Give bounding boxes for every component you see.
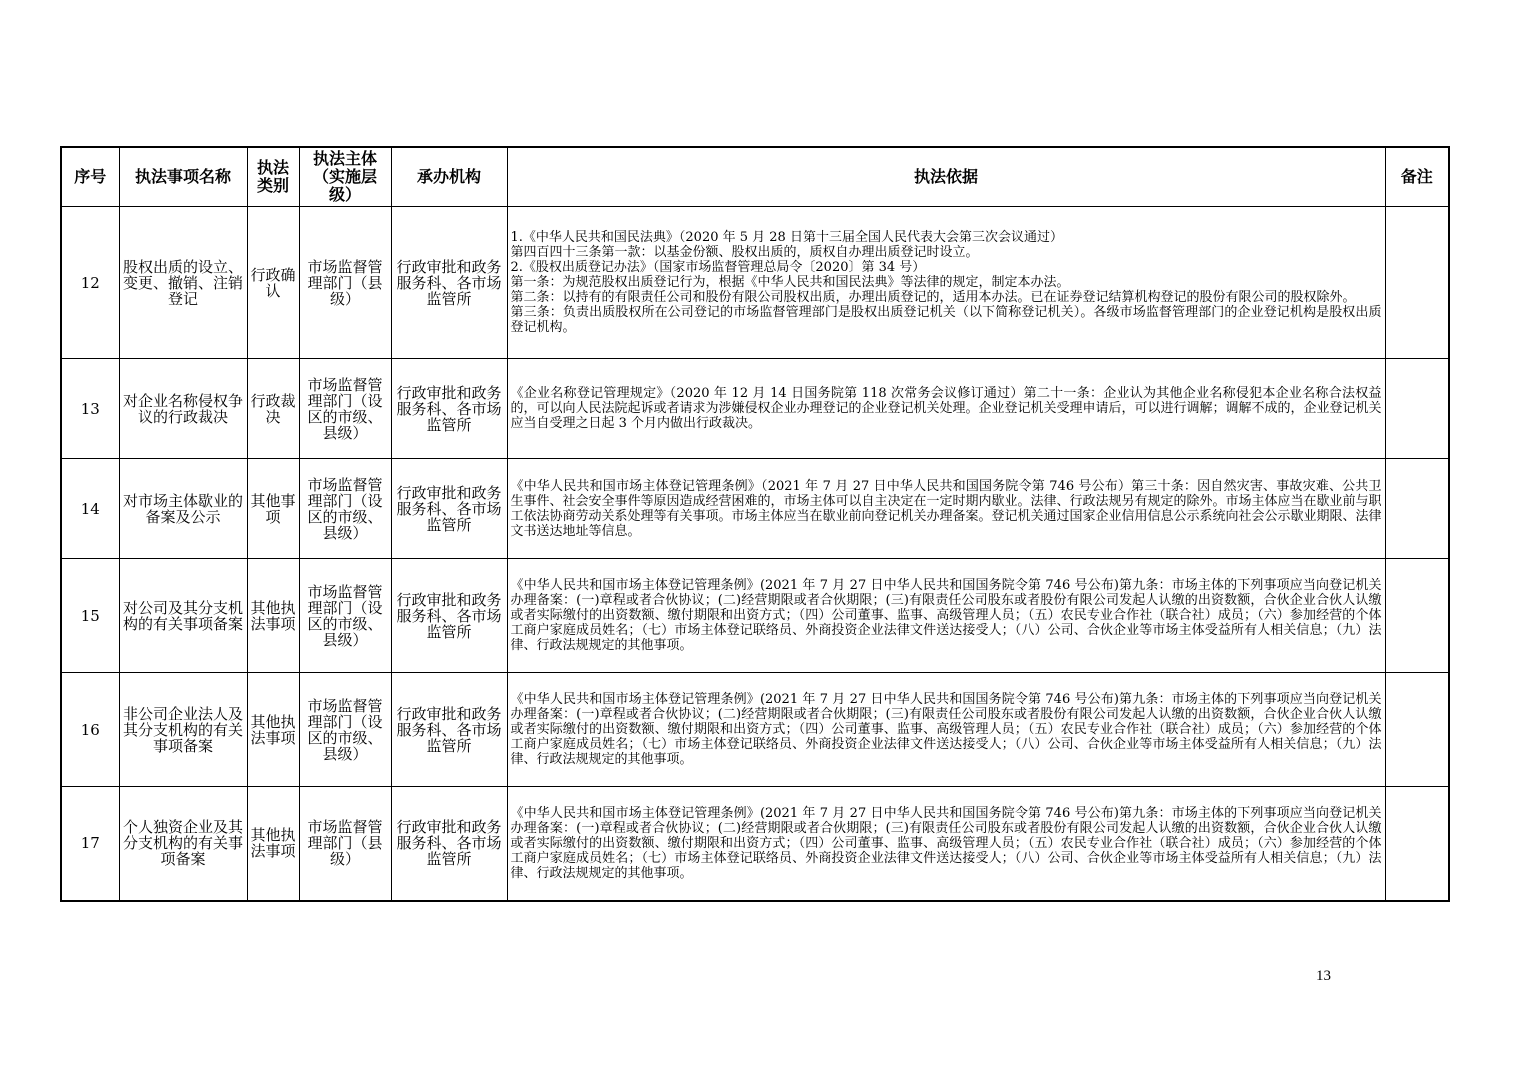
row-seq: 17 <box>61 787 119 901</box>
table-row <box>61 673 1449 787</box>
row-basis <box>507 559 1385 673</box>
basis-line: 《中华人民共和国市场主体登记管理条例》(2021 年 7 月 27 日中华人民共和国国务院令第 746 号公布)第九条：市场主体的下列事项应当向登记机关办理备案：(一)章程或者合伙协议；(二)经营期限或者合伙期限；(三)有限责任公司股东或者股份有限公司发起人认缴的出资数额，合伙企业合伙人认缴或者实际缴付的出资数额、缴付期限和出资方式；（四）公司董事、监事、高级管理人员；（五）农民专业合作社（联合社）成员；（六）参加经营的个体工商户家庭成员姓名；（七）市场主体登记联络员、外商投资企业法律文件送达接受人；（八）公司、合伙企业等市场主体受益所有人相关信息；（九）法律、行政法规规定的其他事项。 <box>510 692 1382 767</box>
row-seq: 16 <box>61 673 119 787</box>
row-basis <box>507 787 1385 901</box>
row-seq: 15 <box>61 559 119 673</box>
row-subject: 市场监督管理部门（设区的市级、县级） <box>299 359 391 459</box>
header-row <box>61 147 1449 207</box>
row-category: 其他执法事项 <box>247 559 299 673</box>
basis-line: 《中华人民共和国市场主体登记管理条例》(2021 年 7 月 27 日中华人民共和国国务院令第 746 号公布)第九条：市场主体的下列事项应当向登记机关办理备案：(一)章程或者合伙协议；(二)经营期限或者合伙期限；(三)有限责任公司股东或者股份有限公司发起人认缴的出资数额，合伙企业合伙人认缴或者实际缴付的出资数额、缴付期限和出资方式；（四）公司董事、监事、高级管理人员；（五）农民专业合作社（联合社）成员；（六）参加经营的个体工商户家庭成员姓名；（七）市场主体登记联络员、外商投资企业法律文件送达接受人；（八）公司、合伙企业等市场主体受益所有人相关信息；（九）法律、行政法规规定的其他事项。 <box>510 578 1382 653</box>
row-agency: 行政审批和政务服务科、各市场监管所 <box>391 787 507 901</box>
basis-line: 第三条：负责出质股权所在公司登记的市场监督管理部门是股权出质登记机关（以下简称登记机关）。各级市场监督管理部门的企业登记机构是股权出质登记机构。 <box>510 305 1382 335</box>
row-remark <box>1385 207 1449 359</box>
row-basis <box>507 359 1385 459</box>
header-agency: 承办机构 <box>391 147 507 207</box>
row-name: 对公司及其分支机构的有关事项备案 <box>119 559 247 673</box>
row-remark <box>1385 787 1449 901</box>
row-remark <box>1385 559 1449 673</box>
row-subject: 市场监督管理部门（设区的市级、县级） <box>299 459 391 559</box>
row-seq: 12 <box>61 207 119 359</box>
row-category: 行政确认 <box>247 207 299 359</box>
basis-line: 2.《股权出质登记办法》（国家市场监督管理总局令〔2020〕第 34 号） <box>510 260 926 275</box>
table-row <box>61 787 1449 901</box>
row-name: 对企业名称侵权争议的行政裁决 <box>119 359 247 459</box>
row-category: 行政裁决 <box>247 359 299 459</box>
page-number: 13 <box>1316 968 1331 984</box>
table-body <box>61 207 1449 901</box>
row-agency: 行政审批和政务服务科、各市场监管所 <box>391 459 507 559</box>
row-name: 股权出质的设立、变更、撤销、注销登记 <box>119 207 247 359</box>
row-agency: 行政审批和政务服务科、各市场监管所 <box>391 673 507 787</box>
basis-line: 1.《中华人民共和国民法典》（2020 年 5 月 28 日第十三届全国人民代表大会第三次会议通过） <box>510 230 1063 245</box>
row-category: 其他事项 <box>247 459 299 559</box>
row-subject: 市场监督管理部门（设区的市级、县级） <box>299 673 391 787</box>
table-row <box>61 207 1449 359</box>
row-subject: 市场监督管理部门（设区的市级、县级） <box>299 559 391 673</box>
basis-line: 《企业名称登记管理规定》（2020 年 12 月 14 日国务院第 118 次常务会议修订通过）第二十一条：企业认为其他企业名称侵犯本企业名称合法权益的，可以向人民法院起诉或者请求为涉嫌侵权企业办理登记的企业登记机关处理。企业登记机关受理申请后，可以进行调解；调解不成的，企业登记机关应当自受理之日起 3 个月内做出行政裁决。 <box>510 386 1382 431</box>
row-subject: 市场监督管理部门（县级） <box>299 207 391 359</box>
header-basis: 执法依据 <box>507 147 1385 207</box>
row-category: 其他执法事项 <box>247 673 299 787</box>
row-subject: 市场监督管理部门（县级） <box>299 787 391 901</box>
row-agency: 行政审批和政务服务科、各市场监管所 <box>391 207 507 359</box>
row-basis <box>507 207 1385 359</box>
basis-line: 第一条：为规范股权出质登记行为，根据《中华人民共和国民法典》等法律的规定，制定本办法。 <box>510 275 1070 290</box>
row-name: 个人独资企业及其分支机构的有关事项备案 <box>119 787 247 901</box>
table-row <box>61 359 1449 459</box>
row-basis <box>507 459 1385 559</box>
row-name: 非公司企业法人及其分支机构的有关事项备案 <box>119 673 247 787</box>
table-header <box>61 147 1449 207</box>
header-subject: 执法主体（实施层级） <box>299 147 391 207</box>
row-category: 其他执法事项 <box>247 787 299 901</box>
row-remark <box>1385 359 1449 459</box>
basis-line: 《中华人民共和国市场主体登记管理条例》（2021 年 7 月 27 日中华人民共和国国务院令第 746 号公布）第三十条：因自然灾害、事故灾难、公共卫生事件、社会安全事件等原因造成经营困难的，市场主体可以自主决定在一定时期内歇业。法律、行政法规另有规定的除外。市场主体应当在歇业前与职工依法协商劳动关系处理等有关事项。市场主体应当在歇业前向登记机关办理备案。登记机关通过国家企业信用信息公示系统向社会公示歇业期限、法律文书送达地址等信息。 <box>510 478 1382 539</box>
header-remark: 备注 <box>1385 147 1449 207</box>
row-seq: 13 <box>61 359 119 459</box>
header-name: 执法事项名称 <box>119 147 247 207</box>
basis-line: 《中华人民共和国市场主体登记管理条例》(2021 年 7 月 27 日中华人民共和国国务院令第 746 号公布)第九条：市场主体的下列事项应当向登记机关办理备案：(一)章程或者合伙协议；(二)经营期限或者合伙期限；(三)有限责任公司股东或者股份有限公司发起人认缴的出资数额，合伙企业合伙人认缴或者实际缴付的出资数额、缴付期限和出资方式；（四）公司董事、监事、高级管理人员；（五）农民专业合作社（联合社）成员；（六）参加经营的个体工商户家庭成员姓名；（七）市场主体登记联络员、外商投资企业法律文件送达接受人；（八）公司、合伙企业等市场主体受益所有人相关信息；（九）法律、行政法规规定的其他事项。 <box>510 805 1382 881</box>
enforcement-items-table <box>60 146 1450 902</box>
row-agency: 行政审批和政务服务科、各市场监管所 <box>391 359 507 459</box>
basis-line: 第二条：以持有的有限责任公司和股份有限公司股权出质，办理出质登记的，适用本办法。已在证券登记结算机构登记的股份有限公司的股权除外。 <box>510 290 1356 305</box>
table-row <box>61 559 1449 673</box>
table-row <box>61 459 1449 559</box>
row-name: 对市场主体歇业的备案及公示 <box>119 459 247 559</box>
row-agency: 行政审批和政务服务科、各市场监管所 <box>391 559 507 673</box>
row-remark <box>1385 459 1449 559</box>
basis-line: 第四百四十三条第一款：以基金份额、股权出质的，质权自办理出质登记时设立。 <box>510 245 979 260</box>
header-seq: 序号 <box>61 147 119 207</box>
row-basis <box>507 673 1385 787</box>
row-seq: 14 <box>61 459 119 559</box>
header-category: 执法类别 <box>247 147 299 207</box>
row-remark <box>1385 673 1449 787</box>
